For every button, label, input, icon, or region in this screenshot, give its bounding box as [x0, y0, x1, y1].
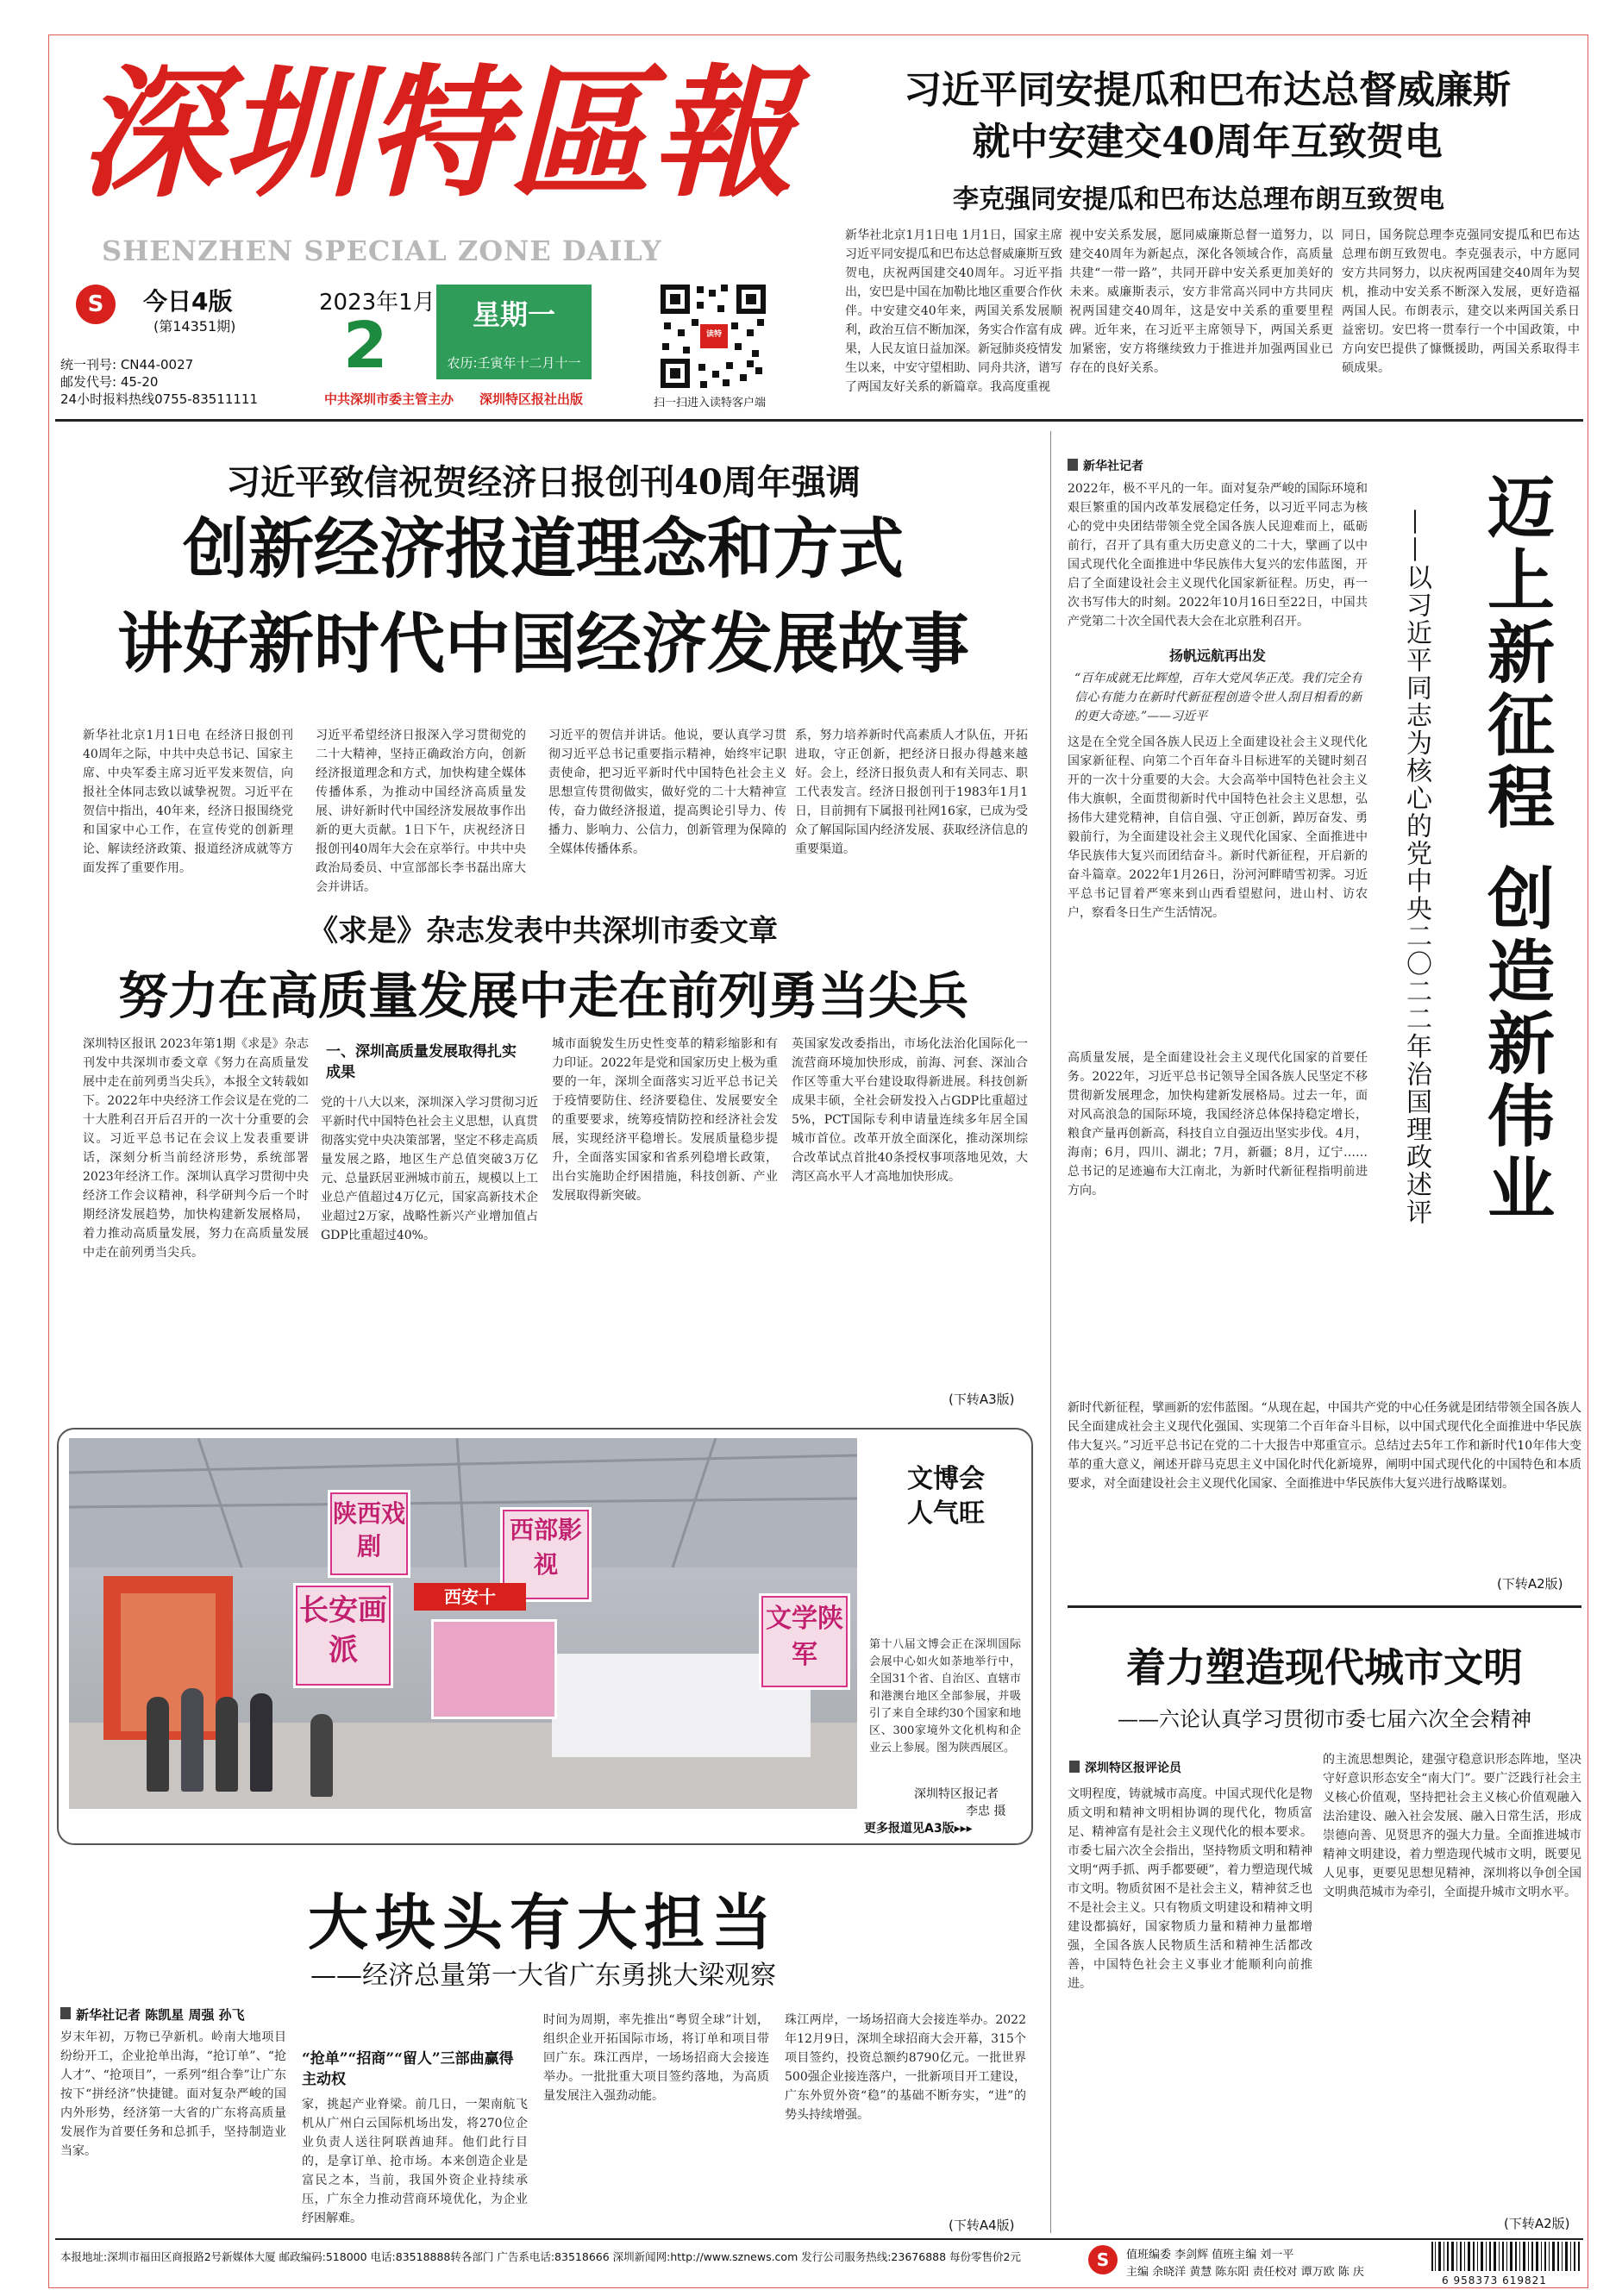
- lead-col-2: 习近平希望经济日报深入学习贯彻党的二十大精神，坚持正确政治方向，创新经济报道理念和方式，加快构建全媒体传播体系，为推动中国经济高质量发展、讲好新时代中国经济发展故事作出新的更大贡献。1日下午，庆祝经济日报创刊40周年大会在京举行。中共中央政治局委员、中宣部部长李书磊出席大会并讲话。: [316, 729, 526, 893]
- qiushi-continued[interactable]: (下转A3版): [949, 1392, 1015, 1407]
- edition-logo-icon: S: [76, 285, 116, 324]
- date-day: 2: [343, 309, 388, 383]
- lead-title-2[interactable]: 讲好新时代中国经济发展故事: [117, 605, 969, 682]
- lead-title-1[interactable]: 创新经济报道理念和方式: [183, 510, 904, 587]
- economy-byline: 新华社记者 陈凯星 周强 孙飞: [76, 2007, 245, 2023]
- city-subtitle: ——六论认真学习贯彻市委七届六次全会精神: [1118, 1707, 1531, 1731]
- photo-credit-2: 李忠 摄: [966, 1805, 1006, 1818]
- economy-col-2: 家，挑起产业脊梁。前几日，一架南航飞机从广州白云国际机场出发，将270位企业负责人送往阿联酋迪拜。他们此行目的，是拿订单、抢市场。本来创造企业是富民之本，当前，我国外资企业持续承压，广东全力推动营商环境优化，为企业纾困解难。: [302, 2098, 528, 2225]
- economy-col-2-heading: “抢单”“招商”“留人”三部曲赢得主动权: [302, 2050, 514, 2088]
- photo-title-1[interactable]: 文博会: [907, 1464, 985, 1494]
- feature-continued[interactable]: (下转A2版): [1497, 1576, 1563, 1592]
- top-story-col-2: 视中安关系发展，愿同威廉斯总督一道努力，以建交40周年为新起点，深化各领域合作，高质量共建“一带一路”，共同开辟中安关系更加美好的未来。威廉斯表示，安方非常高兴同中方共同庆祝两国建交40周年，这是安中关系的重要里程碑。近年来，在习近平主席领导下，两国关系更加紧密，安方将继续致力于推进并加强两国业已存在的良好关系。: [1069, 228, 1333, 375]
- top-story-col-1: 新华社北京1月1日电 1月1日，国家主席习近平同安提瓜和巴布达总督威廉斯互致贺电，庆祝两国建交40周年。习近平指出，安巴是中国在加勒比地区重要合作伙伴。中安建交40年来，两国关系发展顺利，政治互信不断加深，务实合作富有成果，人民友谊日益加深。新冠肺炎疫情发生以来，中安守望相助、同舟共济，谱写了两国友好关系的新篇章。我高度重视: [845, 228, 1062, 394]
- city-col-2: 的主流思想舆论，建强守稳意识形态阵地，坚决守好意识形态安全“南大门”。要广泛践行社会主义核心价值观，坚持把社会主义核心价值观融入法治建设、融入社会发展、融入日常生活，形成崇德向善、见贤思齐的强大力量。全面推进城市精神文明建设，着力塑造现代城市文明，既要见人见事，更要见思想见精神，深圳将以争创全国文明典范城市为牵引，全面提升城市文明水平。: [1323, 1753, 1581, 1899]
- booth-western-film-label: 西部影视: [509, 1516, 582, 1579]
- lunar-date: 农历:壬寅年十二月十一: [447, 355, 581, 371]
- footer-address: 本报地址:深圳市福田区商报路2号新媒体大厦 邮政编码:518000 电话:83518888转各部门 广告系电话:83518666 深圳新闻网:http://www.sznews.com 发行公司服务热线:23676888 每份零售价2元: [60, 2250, 1021, 2263]
- top-story-col-3: 同日，国务院总理李克强同安提瓜和巴布达总理布朗互致贺电。李克强表示，中方愿同安方共同努力，以庆祝两国建交40周年为契机，推动中安关系不断深入发展，更好造福两国人民。布朗表示，建交以来两国关系日益密切。安巴将一贯奉行一个中国政策，中方向安巴提供了慷慨援助，两国关系取得丰硕成果。: [1342, 228, 1580, 375]
- booth-shaanxi-opera: [328, 1490, 410, 1578]
- info-line-3: 24小时报料热线0755-83511111: [60, 391, 259, 407]
- feature-divider: [1068, 1605, 1581, 1608]
- barcode-number: 6 958373 619821: [1442, 2274, 1547, 2287]
- economy-continued[interactable]: (下转A4版): [949, 2218, 1015, 2233]
- footer-editors-1: 值班编委 李剑辉 值班主编 刘一平: [1126, 2249, 1294, 2262]
- footer-divider: [55, 2238, 1583, 2240]
- feature-col-1: 2022年，极不平凡的一年。面对复杂严峻的国际环境和艰巨繁重的国内改革发展稳定任务，以习近平同志为核心的党中央团结带领全党全国各族人民迎难而上，砥砺前行，召开了具有重大历史意义的二十大，擘画了以中国式现代化全面推进中华民族伟大复兴的宏伟蓝图，开启了全面建设社会主义现代化国家新征程。历史，再一次书写伟大的时刻。2022年10月16日至22日，中国共产党第二十次全国代表大会在北京胜利召开。: [1068, 482, 1368, 629]
- photo-caption: 第十八届文博会正在深圳国际会展中心如火如荼地举行中，全国31个省、自治区、直辖市和港澳台地区全部参展，并吸引了来自全球约30个国家和地区、300家境外文化机构和企业云上参展。图为陕西展区。: [869, 1638, 1021, 1755]
- qiushi-col-1: 深圳特区报讯 2023年第1期《求是》杂志刊发中共深圳市委文章《努力在高质量发展中走在前列勇当尖兵》，本报全文转载如下。2022年中央经济工作会议是在党的二十大胜利召开后召开的一次十分重要的会议。习近平总书记在会议上发表重要讲话，深刻分析当前经济形势，系统部署2023年经济工作。深圳认真学习贯彻中央经济工作会议精神，科学研判今后一个时期经济发展趋势，加快构建新发展格局，着力推动高质量发展，努力在高质量发展中走在前列勇当尖兵。: [83, 1037, 309, 1260]
- masthead-title-cn: 深圳特區報: [79, 50, 796, 216]
- feature-subtitle: ——以习近平同志为核心的党中央二〇二二年治国理政述评: [1401, 509, 1431, 1226]
- masthead-divider: [55, 419, 1583, 422]
- photo-more-link[interactable]: 更多报道见A3版▸▸▸: [864, 1822, 973, 1836]
- qr-badge: 读特: [705, 330, 722, 339]
- booth-changan-painting-label: 长安画派: [299, 1593, 387, 1667]
- visitor-figure: [216, 1697, 238, 1792]
- feature-col-2: 这是在全党全国各族人民迈上全面建设社会主义现代化国家新征程、向第二个百年奋斗目标进军的关键时刻召开的一次十分重要的大会。大会高举中国特色社会主义伟大旗帜，全面贯彻新时代中国特色社会主义思想，弘扬伟大建党精神，自信自强、守正创新，踔厉奋发、勇毅前行，为全面建设社会主义现代化国家、全面推进中华民族伟大复兴而团结奋斗。新时代新征程，开启新的奋斗篇章。2022年1月26日，汾河河畔晴雪初霁。习近平总书记冒着严寒来到山西看望慰问，进山村、访农户，察看冬日生产生活情况。: [1068, 735, 1368, 920]
- visitor-figure: [310, 1714, 333, 1797]
- city-continued[interactable]: (下转A2版): [1504, 2216, 1570, 2231]
- lead-col-1: 新华社北京1月1日电 在经济日报创刊40周年之际，中共中央总书记、国家主席、中央军委主席习近平发来贺信，向报社全体同志致以诚挚祝贺。习近平在贺信中指出，40年来，经济日报围绕党和国家中心工作，在宣传党的创新理论、解读经济政策、报道经济成就等方面发挥了重要作用。: [83, 729, 293, 875]
- top-story-title-1[interactable]: 习近平同安提瓜和巴布达总督威廉斯: [904, 68, 1511, 112]
- economy-col-3: 时间为周期，率先推出“粤贸全球”计划，组织企业开拓国际市场，将订单和项目带回广东。珠江西岸，一场场招商大会接连举办。一批批重大项目签约落地，为高质量发展注入强劲动能。: [543, 2013, 769, 2103]
- booth-changan-painting: [293, 1583, 393, 1688]
- masthead-title: [79, 52, 830, 216]
- qiushi-kicker: 《求是》杂志发表中共深圳市委文章: [309, 914, 778, 948]
- qiushi-col-3: 城市面貌发生历史性变革的精彩缩影和有力印证。2022年是党和国家历史上极为重要的一年，深圳全面落实习近平总书记关于疫情要防住、经济要稳住、发展要安全的重要要求，统筹疫情防控和经济社会发展，实现经济平稳增长。发展质量稳步提升，全面落实国家和省系列稳增长政策，出台实施助企纾困措施，科技创新、产业发展取得新突破。: [552, 1037, 778, 1203]
- city-col-1: 文明程度，铸就城市高度。中国式现代化是物质文明和精神文明相协调的现代化，物质富足、精神富有是社会主义现代化的根本要求。市委七届六次全会指出，坚持物质文明和精神文明“两手抓、两手都要硬”，着力塑造现代城市文明。物质贫困不是社会主义，精神贫乏也不是社会主义。只有物质文明建设和精神文明建设都搞好，国家物质力量和精神力量都增强，全国各族人民物质生活和精神生活都改善，中国特色社会主义事业才能顺利向前推进。: [1068, 1787, 1312, 1991]
- expo-photo: [69, 1438, 857, 1809]
- masthead-title-en: SHENZHEN SPECIAL ZONE DAILY: [102, 235, 662, 267]
- feature-title[interactable]: 迈上新征程 创造新伟业: [1476, 472, 1554, 1226]
- edition-count: 今日4版: [143, 287, 233, 316]
- sponsor-1: 中共深圳市委主管主办: [324, 391, 454, 407]
- top-story-subtitle[interactable]: 李克强同安提瓜和巴布达总理布朗互致贺电: [953, 185, 1444, 215]
- sponsor-2: 深圳特区报社出版: [479, 391, 584, 407]
- footer-logo-icon: S: [1088, 2245, 1118, 2274]
- economy-title[interactable]: 大块头有大担当: [308, 1886, 779, 1958]
- economy-col-1: 岁末年初，万物已孕新机。岭南大地项目纷纷开工，企业抢单出海，“抢订单”、“抢人才”、“抢项目”，一系列“组合拳”让广东按下“拼经济”快捷键。面对复杂严峻的国内外形势，经济第一大省的广东将高质量发展作为首要任务和总抓手，坚持制造业当家。: [60, 2030, 286, 2158]
- qiushi-col-4: 英国家发改委指出，市场化法治化国际化一流营商环境加快形成，前海、河套、深汕合作区等重大平台建设取得新进展。科技创新成果丰硕，全社会研发投入占GDP比重超过5%，PCT国际专利申请量连续多年居全国城市首位。改革开放全面深化，推动深圳综合改革试点首批40条授权事项落地见效，大湾区高水平人才高地加快形成。: [792, 1037, 1028, 1184]
- top-story-title-2[interactable]: 就中安建交40周年互致贺电: [972, 120, 1443, 164]
- feature-quote: “百年成就无比辉煌，百年大党风华正茂。我们完全有信心有能力在新时代新征程创造令世人刮目相看的新的更大奇迹。”——习近平: [1074, 672, 1362, 723]
- column-divider: [1050, 431, 1051, 2233]
- issue-number: (第14351期): [153, 318, 236, 335]
- qr-caption: 扫一扫进入读特客户端: [654, 397, 767, 410]
- date-year-month: 2023年1月: [319, 290, 435, 316]
- feature-col-4: 新时代新征程，擘画新的宏伟蓝图。“从现在起，中国共产党的中心任务就是团结带领全国各族人民全面建成社会主义现代化强国、实现第二个百年奋斗目标，以中国式现代化全面推进中华民族伟大复兴。”习近平总书记在党的二十大报告中郑重宣示。总结过去5年工作和新时代10年伟大变革的重大意义，阐述开辟马克思主义中国化时代化新境界，阐明中国式现代化的中国特色和本质要求，对全面建设社会主义现代化国家、全面推进中华民族伟大复兴进行战略谋划。: [1068, 1401, 1581, 1491]
- photo-title-2[interactable]: 人气旺: [907, 1498, 985, 1529]
- footer-editors-2: 主编 余晓洋 黄慧 陈东阳 责任校对 谭万欧 陈 庆: [1126, 2266, 1364, 2279]
- visitor-figure: [181, 1688, 204, 1792]
- economy-byline-icon: [60, 2007, 71, 2019]
- info-line-2: 邮发代号: 45-20: [60, 374, 159, 390]
- feature-byline-icon: [1068, 459, 1078, 471]
- weekday: 星期一: [472, 298, 555, 331]
- qiushi-title[interactable]: 努力在高质量发展中走在前列勇当尖兵: [117, 967, 968, 1025]
- city-title[interactable]: 着力塑造现代城市文明: [1126, 1644, 1523, 1691]
- economy-subtitle: ——经济总量第一大省广东勇挑大梁观察: [310, 1961, 776, 1991]
- photo-credit-1: 深圳特区报记者: [914, 1787, 999, 1801]
- lead-col-3: 习近平的贺信并讲话。他说，要认真学习贯彻习近平总书记重要指示精神，始终牢记职责使命，把习近平新时代中国特色社会主义思想宣传贯彻做实，做好党的二十大精神宣传，奋力做经济报道，提高舆论引导力、传播力、影响力、公信力，创新管理为保障的全媒体传播体系。: [548, 729, 786, 856]
- economy-col-4: 珠江两岸，一场场招商大会接连举办。2022年12月9日，深圳全球招商大会开幕，315个项目签约，投资总额约8790亿元。一批世界500强企业接连落户，一批新项目开工建设，广东外贸外资“稳”的基础不断夯实，“进”的势头持续增强。: [785, 2013, 1026, 2122]
- feature-byline: 新华社记者: [1083, 460, 1143, 473]
- booth-portrait: [431, 1619, 557, 1719]
- visitor-figure: [147, 1697, 169, 1792]
- city-byline: 深圳特区报评论员: [1085, 1761, 1181, 1775]
- info-line-1: 统一刊号: CN44-0027: [60, 357, 194, 372]
- booth-xian-banner: 西安十: [414, 1583, 526, 1611]
- city-byline-icon: [1069, 1761, 1080, 1773]
- booth-shaanxi-opera-label: 陕西戏剧: [332, 1499, 405, 1561]
- qiushi-col-2: 党的十八大以来，深圳深入学习贯彻习近平新时代中国特色社会主义思想，认真贯彻落实党中央决策部署，坚定不移走高质量发展之路，地区生产总值突破3万亿元、总量跃居亚洲城市前五，规模以上工业总产值超过4万亿元，国家高新技术企业超过2万家，战略性新兴产业增加值占GDP比重超过40%。: [321, 1096, 538, 1242]
- booth-literature-label: 文学陕军: [766, 1604, 843, 1670]
- feature-section-1: 扬帆远航再出发: [1168, 648, 1266, 664]
- feature-col-3: 高质量发展，是全面建设社会主义现代化国家的首要任务。2022年，习近平总书记领导全国各族人民坚定不移贯彻新发展理念，加快构建新发展格局。过去一年，面对风高浪急的国际环境，我国经济总体保持稳定增长，粮食产量再创新高，科技自立自强迈出坚实步伐。4月，海南；6月，四川、湖北；7月，新疆；8月，辽宁……总书记的足迹遍布大江南北，为新时代新征程指明前进方向。: [1068, 1051, 1368, 1198]
- booth-literature: [759, 1593, 850, 1690]
- lead-col-4: 系，努力培养新时代高素质人才队伍，开拓进取，守正创新，把经济日报办得越来越好。会上，经济日报负责人和有关同志、职工代表发言。经济日报创刊于1983年1月1日，目前拥有下属报刊社网16家，已成为受众了解国际国内经济发展、获取经济信息的重要渠道。: [795, 729, 1028, 856]
- visitor-figure: [250, 1693, 272, 1792]
- lead-kicker: 习近平致信祝贺经济日报创刊40周年强调: [226, 462, 861, 503]
- barcode-icon: [1430, 2242, 1581, 2278]
- qiushi-col-2-heading: 一、深圳高质量发展取得扎实成果: [326, 1043, 517, 1081]
